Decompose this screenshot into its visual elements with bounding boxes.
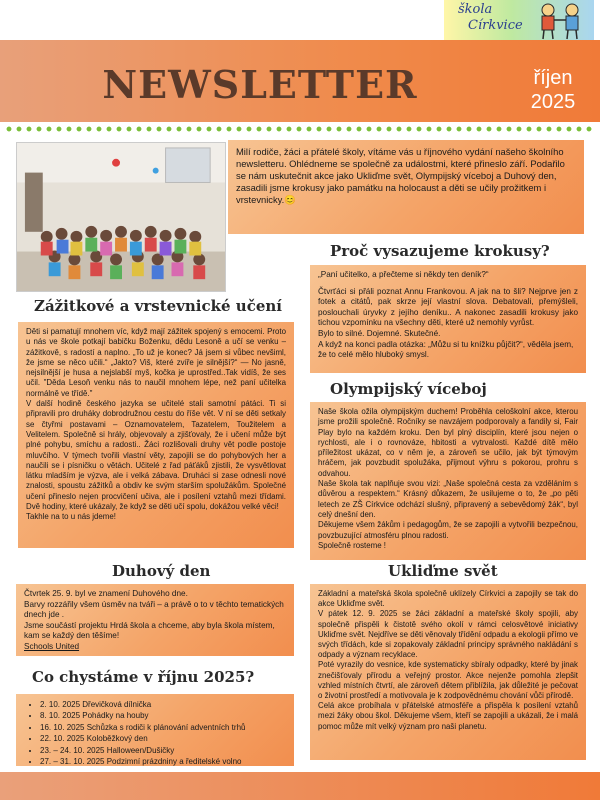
intro-text: Milí rodiče, žáci a přátelé školy, vítáme vás u říjnového vydání našeho školního newsletteru. Ohlédneme se společně za událostmi, které přineslo září. Podařilo se nám uskutečnit akce jako Ukliďme svět, Olympijský víceboj a Duhový den, zasadili jsme krokusy jako památku na holocaust a děti se učily prožitkem i vrstevnicky.😊 — [236, 146, 565, 205]
olympijsky-p1: Naše škola ožila olympijským duchem! Proběhla celoškolní akce, kterou jsme prožili společně. Ročníky se navzájem podporovaly a fandily si, Fair Play bylo na každém kroku. Den byl plný disciplín, které jsou nejen o rychlosti, ale i o rovnováze, hbitosti a vytrvalosti. Každé dítě mělo příležitost ukázat, co v něm je, a zároveň se učilo, jak být týmovým hráčem, jak povzbudit spolužáka, přijmout výhru s pokorou, prohru s odvahou. — [318, 407, 578, 478]
uklidme-p1: Základní a mateřská škola společně uklízely Církvici a zapojily se tak do akce Ukliďme svět. — [318, 589, 578, 609]
issue-year: 2025 — [530, 91, 576, 113]
uklidme-p4: Celá akce probíhala v přátelské atmosféře a přispěla k posílení vztahů mezi žáky obou škol. Děkujeme všem, kteří se zapojili a ukázali, že i malá pomoc může mít velký význam pro naši planetu. — [318, 701, 578, 731]
zazitkove-p1: Děti si pamatují mnohem víc, když mají zážitek spojený s emocemi. Proto u nás ve škole potkají babičku Boženku, dědu Lesoně a učí se venku – zážitkově, s radostí a naplno. „To už je konec? Já jsem si vůbec nevšiml, že jsme se něco učili.“ „Jakto? Viš, které zvíře je silnější?“ — No jasně, nejsilnější je husa a nejslabší myš, kočka je uprostřed..Tak vidíš, že ses učil. "Děda Lesoň venku nás to naučil mnohem lépe, než paní učitelka normálně ve třídě." — [26, 327, 286, 398]
school-logo — [444, 0, 594, 42]
chystame-box — [16, 694, 294, 766]
krokusy-p4: A když na konci padla otázka: „Můžu si tu knížku půjčit?“, věděla jsem, že to celé mělo hluboký smysl. — [318, 339, 574, 360]
logo-text — [458, 2, 523, 34]
event-item: • 22. 10. 2025 Koloběžkový den — [40, 733, 286, 744]
heading-krokusy: Proč vysazujeme krokusy? — [330, 242, 550, 260]
krokusy-box — [310, 265, 586, 373]
olympijsky-p3: Děkujeme všem žákům i pedagogům, že se zapojili a vytvořili bezpečnou, povzbuzující atmosféru plnou radosti. — [318, 520, 578, 540]
issue-month: říjen — [533, 67, 573, 89]
duhovy-box — [16, 584, 294, 656]
issue-date — [518, 66, 588, 114]
header-banner — [0, 40, 600, 122]
heading-uklidme: Ukliďme svět — [388, 562, 498, 580]
zazitkove-box — [18, 322, 294, 548]
event-item: • 27. – 31. 10. 2025 Podzimní prázdniny a ředitelské volno — [40, 756, 286, 767]
zazitkove-p3: Takhle na to u nás jdeme! — [26, 512, 116, 522]
class-group-photo — [16, 142, 226, 292]
event-item: • 2. 10. 2025 Dřevičková dílnička — [40, 699, 286, 710]
olympijsky-p4: Společně rosteme ! — [318, 540, 386, 550]
schools-united-link[interactable]: Schools United — [24, 641, 80, 651]
uklidme-p3: Poté vyrazily do vesnice, kde systematicky sbíraly odpadky, které by jinak znečišťovaly přírodu a veřejný prostor. Akce nejenže pomohla zlepšit vzhled místních čtvrtí, ale zároveň dětem přiblížila, jak důležité je pečovat o životní prostředí a motivovala je k zodpovědnému chování vůči přírodě. — [318, 660, 578, 701]
krokusy-quote: „Paní učitelko, a přečteme si někdy ten deník?“ — [318, 270, 489, 279]
logo-line2: Církvice — [468, 18, 523, 33]
zazitkove-p2: V další hodině českého jazyka se učitelé stali samotní pátáci. Ti si připravili pro druháky dobrodružnou cestu do říše vět. V ní se děti setkaly se čtyřmi postavami – Oznamovatelem, Tazatelem, Toužitelem a Velitelem. Společně si hrály, objevovaly a zjišťovaly, že i učení může být plné pohybu, smíchu a radosti.. Žáci rozlišovali druhy vět podle postoje mluvčího. V týmech tvořili vlastní věty, zapojili se do pohybových her a naučili se i písničku o větách. Učitelé z řad páťáků zjistili, že vysvětlovat látku mladším je výzva, ale i velká zábava. Druháci si zase odnesli nové znalosti, spoustu zážitků a obdiv ke svým starším spolužákům. Společné učení přineslo nejen procvičení učiva, ale i posílení vztahů mezi třídami. Dvě hodiny, které ukázaly, že když se děti učí spolu, dokážou velké věci! — [26, 399, 286, 512]
uklidme-p2: V pátek 12. 9. 2025 se žáci základní a mateřské školy spojili, aby společně přispěli k čistotě svého okolí v rámci celosvětové iniciativy Ukliďme svět. Nejdříve se děti věnovaly třídění odpadu a ekologii přímo ve svých třídách, kde si zopakovaly základní principy správného nakládání s odpady a význam recyklace. — [318, 609, 578, 660]
heading-olympijsky: Olympijský víceboj — [330, 380, 487, 398]
krokusy-p2: Čtvrťáci si přáli poznat Annu Frankovou. A jak na to šli? Nejprve jen z fotek a citátů, pak skrze její vlastní slova. Debatovali, přemýšleli, poslouchali úryvky z jejího deníku.. A nakonec zasadili krokusy jako tichou vzpomínku na všechny děti, které už nemohly vyrůst. — [318, 286, 578, 328]
heading-duhovy: Duhový den — [112, 562, 211, 580]
duhovy-p1: Čtvrtek 25. 9. byl ve znamení Duhového dne. — [24, 589, 188, 598]
heading-zazitkove: Zážitkové a vrstevnické učení — [34, 297, 282, 315]
olympijsky-p2: Naše škola tak naplňuje svou vizi: „Naše společná cesta za vzděláním s důvěrou a respektem.“ Krásný důkazem, že usilujeme o to, že „po pěti letech ze ZŠ Církvice odchází slušný, připravený a sebevědomý žák“, byl celý dnešní den. — [318, 479, 578, 519]
krokusy-p3: Bylo to silné. Dojemné. Skutečné. — [318, 328, 441, 338]
olympijsky-box — [310, 402, 586, 560]
event-item: • 23. – 24. 10. 2025 Halloween/Dušičky — [40, 745, 286, 756]
heading-chystame: Co chystáme v říjnu 2025? — [32, 668, 255, 686]
duhovy-p2: Barvy rozzářily všem úsměv na tváři – a právě o to v těchto tematických dnech jde . — [24, 599, 284, 620]
event-item: • 8. 10. 2025 Pohádky na houby — [40, 710, 286, 721]
footer-bar — [0, 772, 600, 800]
duhovy-p3: Jsme součástí projektu Hrdá škola a chceme, aby byla škola místem, kam se každý den těšíme! — [24, 620, 275, 641]
uklidme-box — [310, 584, 586, 760]
intro-box — [228, 140, 584, 234]
events-list — [24, 699, 286, 767]
dot-divider-top — [4, 126, 596, 132]
children-drawing-icon — [530, 1, 590, 41]
newsletter-title: NEWSLETTER — [102, 62, 418, 107]
logo-line1: škola — [458, 2, 493, 17]
event-item: • 16. 10. 2025 Schůzka s rodiči k plánování adventních trhů — [40, 722, 286, 733]
